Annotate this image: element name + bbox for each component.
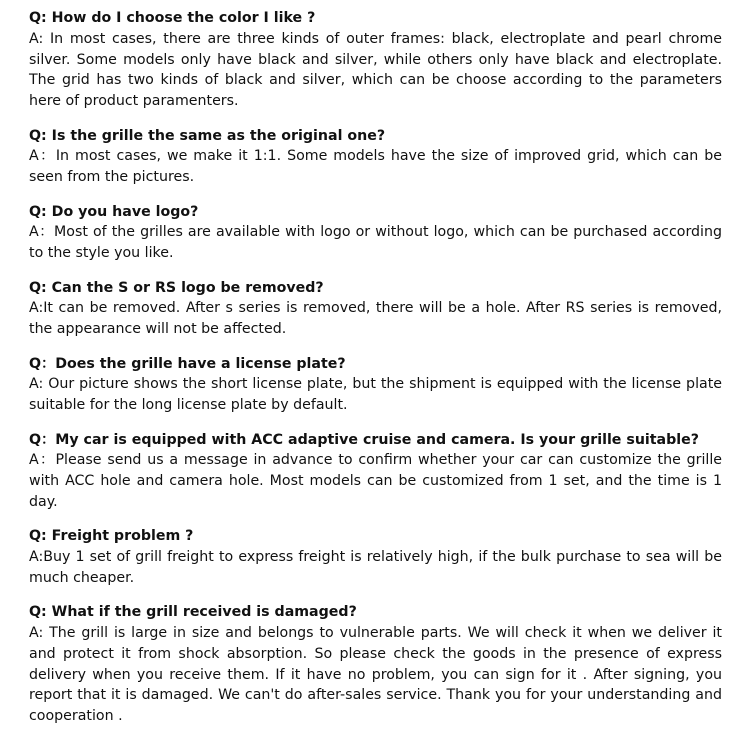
faq-item-color [29, 8, 722, 112]
faq-item-damaged [29, 602, 722, 727]
faq-item-original [29, 126, 722, 188]
faq-answer: A:It can be removed. After s series is removed, there will be a hole. After RS series is removed, the appearance will not be affected. [29, 300, 722, 338]
faq-question: Q：My car is equipped with ACC adaptive cruise and camera. Is your grille suitable? [29, 431, 700, 448]
faq-answer: A: Our picture shows the short license plate, but the shipment is equipped with the license plate suitable for the long license plate by default. [29, 376, 722, 414]
faq-item-freight [29, 526, 722, 588]
faq-answer: A:Buy 1 set of grill freight to express freight is relatively high, if the bulk purchase to sea will be much cheaper. [29, 549, 722, 586]
faq-item-license-plate [29, 354, 722, 416]
faq-answer: A：Most of the grilles are available with logo or without logo, which can be purchased according to the style you like. [29, 224, 722, 262]
faq-question: Q: Is the grille the same as the original one? [29, 127, 386, 144]
faq-question: Q：Does the grille have a license plate? [29, 355, 346, 372]
faq-question: Q: Do you have logo? [29, 203, 199, 220]
faq-answer: A：Please send us a message in advance to confirm whether your car can customize the grille with ACC hole and camera hole. Most models can be customized from 1 set, and the time is 1 day. [29, 452, 722, 510]
faq-item-logo-removal [29, 278, 722, 340]
faq-answer: A：In most cases, we make it 1:1. Some models have the size of improved grid, which can be seen from the pictures. [29, 148, 722, 186]
faq-question: Q: Freight problem ? [29, 528, 194, 545]
faq-item-logo [29, 202, 722, 264]
faq-answer: A: The grill is large in size and belongs to vulnerable parts. We will check it when we deliver it and protect it from shock absorption. So please check the goods in the presence of express delivery when you receive them. If it have no problem, you can sign for it . After signing, you report that it is damaged. We can't do after-sales service. Thank you for your understanding and cooperation . [29, 625, 722, 725]
faq-question: Q: Can the S or RS logo be removed? [29, 279, 324, 296]
faq-item-acc [29, 430, 722, 513]
faq-question: Q: What if the grill received is damaged? [29, 604, 357, 621]
faq-question: Q: How do I choose the color I like ? [29, 10, 316, 26]
faq-answer: A: In most cases, there are three kinds of outer frames: black, electroplate and pearl chrome silver. Some models only have black and silver, while others only have black and electroplate. The grid has two kinds of black and silver, which can be choose according to the parameters here of product paramenters. [29, 30, 722, 110]
